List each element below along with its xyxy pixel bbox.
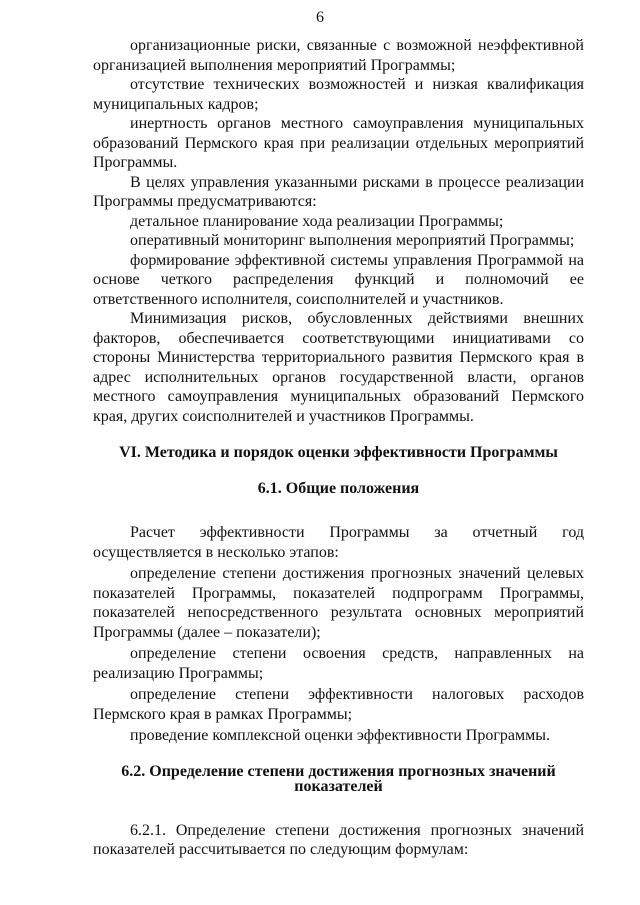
paragraph: Минимизация рисков, обусловленных действиями внешних факторов, обеспечивается соответствующими инициативами со стороны Министерства территориального развития Пермского края в адрес исполнительных органов государственной власти, органов местного самоуправления муниципальных образований Пермского края, других соисполнителей и участников Программы.: [93, 310, 584, 425]
paragraph: детальное планирование хода реализации Программы;: [130, 212, 504, 230]
paragraph: инертность органов местного самоуправления муниципальных образований Пермского края при реализации отдельных мероприятий Программы.: [93, 115, 584, 171]
paragraph: определение степени освоения средств, направленных на реализацию Программы;: [93, 645, 584, 682]
paragraph: проведение комплексной оценки эффективности Программы.: [130, 727, 550, 744]
section-heading: VI. Методика и порядок оценки эффективности Программы: [119, 444, 558, 461]
page-body: [93, 36, 584, 860]
page-number: 6: [316, 9, 324, 26]
paragraph: Расчет эффективности Программы за отчетный год осуществляется в несколько этапов:: [93, 524, 584, 561]
paragraph: определение степени эффективности налоговых расходов Пермского края в рамках Программы;: [93, 686, 584, 723]
paragraph: организационные риски, связанные с возможной неэффективной организацией выполнения мероприятий Программы;: [93, 37, 584, 74]
paragraph: формирование эффективной системы управления Программой на основе четкого распределения функций и полномочий ее ответственного исполнителя, соисполнителей и участников.: [93, 251, 584, 308]
paragraph: отсутствие технических возможностей и низкая квалификация муниципальных кадров;: [93, 76, 584, 113]
subsection-heading: 6.1. Общие положения: [257, 479, 420, 497]
paragraph: определение степени достижения прогнозных значений целевых показателей Программы, показателей подпрограмм Программы, показателей непосредственного результата основных мероприятий Программы (далее – показатели);: [93, 565, 584, 641]
paragraph: В целях управления указанными рисками в процессе реализации Программы предусматриваются:: [93, 173, 584, 210]
subsection-heading-line: показателей: [294, 777, 383, 795]
paragraph: оперативный мониторинг выполнения мероприятий Программы;: [130, 232, 575, 249]
subsection-heading-line: 6.2. Определение степени достижения прогнозных значений: [121, 762, 556, 780]
subsection-heading: [93, 764, 584, 794]
paragraph: 6.2.1. Определение степени достижения прогнозных значений показателей рассчитывается по следующим формулам:: [93, 821, 584, 858]
